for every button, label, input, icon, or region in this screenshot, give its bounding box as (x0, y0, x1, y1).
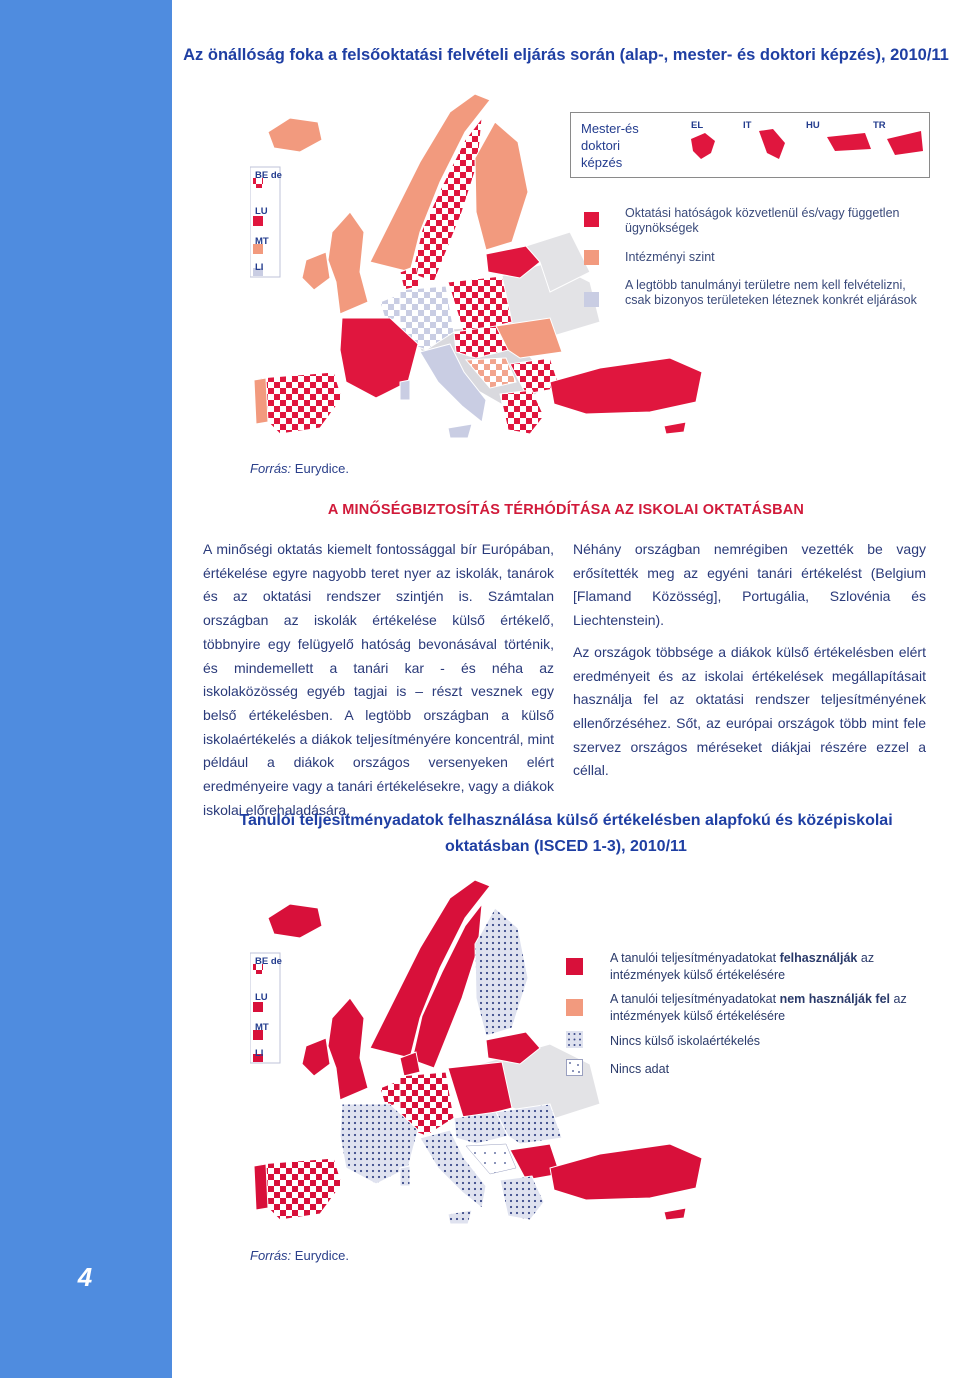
map2-side-code-lu: LU (255, 992, 268, 1003)
map2-legend-label-no-external: Nincs külső iskolaértékelés (610, 1034, 761, 1048)
page-number: 4 (77, 1262, 93, 1292)
map1-side-code-be: BE de (255, 170, 282, 181)
map1-side-code-lu: LU (255, 206, 268, 217)
map1-legend-swatch-salmon (584, 250, 599, 265)
map1-side-code-mt: MT (255, 236, 269, 247)
map1-inset-label: Mester-és doktori képzés (581, 121, 639, 170)
map1-source-value: Eurydice. (294, 461, 349, 476)
map2-legend-item-no-data (566, 1061, 926, 1081)
map2-legend-text: A tanulói teljesítményadatokat (610, 951, 780, 965)
map2-legend-text: A tanulói teljesítményadatokat (610, 992, 780, 1006)
map2-side-code-be: BE de (255, 956, 282, 967)
map1-legend-item-authorities (584, 206, 924, 240)
map2-side-code-li: LI (255, 1048, 264, 1059)
map2-side-code-mt: MT (255, 1022, 269, 1033)
map2-legend-label-not-used (610, 991, 910, 1025)
map2-legend-item-not-used (566, 991, 926, 1025)
map1-source-label: Forrás: (250, 461, 292, 476)
map2-legend-label-no-data: Nincs adat (610, 1062, 670, 1076)
map2-legend-swatch-salmon (566, 999, 583, 1016)
map2-source-value: Eurydice. (294, 1248, 349, 1263)
map2-title: Tanulói teljesítményadatok felhasználása külső értékelésben alapfokú és középiskolai oktatásban (ISCED 1-3), 2010/11 (239, 812, 893, 855)
map1-inset-code-tr: TR (873, 120, 886, 131)
right-paragraph-1: Néhány országban nemrégiben vezették be vagy erősítették meg az egyéni tanári értékelést (Belgium [Flamand Közösség], Portugália, Szlovénia és Liechtenstein). (573, 541, 926, 629)
map1-legend-label: Intézményi szint (625, 250, 715, 264)
section-left-column (203, 538, 554, 822)
map1-inset-code-el: EL (691, 120, 704, 131)
right-paragraph-2: Az országok többsége a diákok külső értékelésben elért eredményeit és az iskolai értékelések megállapításait használja fel az oktatási rendszer teljesítményének ellenőrzéséhez. Sőt, az európai országok több mint fele szervez országos méréseket diákjai részére ezzel a céllal. (573, 643, 926, 779)
map2-source-label: Forrás: (250, 1248, 292, 1263)
map2-legend-label-used (610, 950, 910, 984)
map2-legend-item-no-external (566, 1033, 926, 1053)
map1-side-code-li: LI (255, 262, 264, 273)
map2-legend-item-used (566, 950, 926, 984)
map1-legend-swatch-lavender (584, 292, 599, 307)
section-right-column (573, 538, 926, 791)
map2-legend-emphasis: nem használják fel (779, 992, 891, 1006)
map2-legend-emphasis: felhasználják (779, 951, 858, 965)
map2-legend-text: az intézmények külső értékelésére (610, 951, 875, 982)
map1-legend-item-no-admission (584, 278, 924, 326)
map1-legend-label: Oktatási hatóságok közvetlenül és/vagy független ügynökségek (625, 206, 900, 235)
map2-legend-swatch-sparse (566, 1059, 583, 1076)
map1-inset-box (570, 112, 930, 178)
map1-inset-code-hu: HU (806, 120, 820, 131)
map1-title: Az önállóság foka a felsőoktatási felvételi eljárás során (alap-, mester- és doktori képzés), 2010/11 (183, 46, 949, 64)
map2-legend-text: az intézmények külső értékelésére (610, 992, 907, 1023)
map2-legend-swatch-dots (566, 1031, 583, 1048)
sidebar-band (0, 0, 172, 1378)
map2-legend-swatch-red (566, 958, 583, 975)
map2-europe (250, 868, 712, 1248)
left-paragraph: A minőségi oktatás kiemelt fontossággal bír Európában, értékelése egyre nagyobb teret nyer az iskolák, tanárok és az oktatási rendszer szintjén is. Számtalan országban az iskolák értékelése külső értékelő, többnyire egy felügyelő hatóság bevonásával történik, és mindemellett a tanári kar - és néha az iskolaközösség egyéb tagjai is – részt vesznek egy belső értékelésben. A legtöbb országban a külső iskolaértékelés a diákok teljesítményére koncentrál, mint például a diákok országos versenyeken elért eredményeire vagy a tanári értékelésekre, vagy a diákok iskolai előrehaladására. (203, 541, 554, 818)
map1-inset-code-it: IT (743, 120, 752, 131)
map1-legend-label: A legtöbb tanulmányi területre nem kell felvételizni, csak bizonyos területeken léteznek konkrét eljárások (625, 278, 917, 307)
map2-source (250, 1248, 349, 1263)
section-heading: A MINŐSÉGBIZTOSÍTÁS TÉRHÓDÍTÁSA AZ ISKOLAI OKTATÁSBAN (327, 502, 805, 518)
map1-source (250, 461, 349, 476)
map1-legend-swatch-red (584, 212, 599, 227)
map1-legend-item-institutional (584, 250, 924, 270)
